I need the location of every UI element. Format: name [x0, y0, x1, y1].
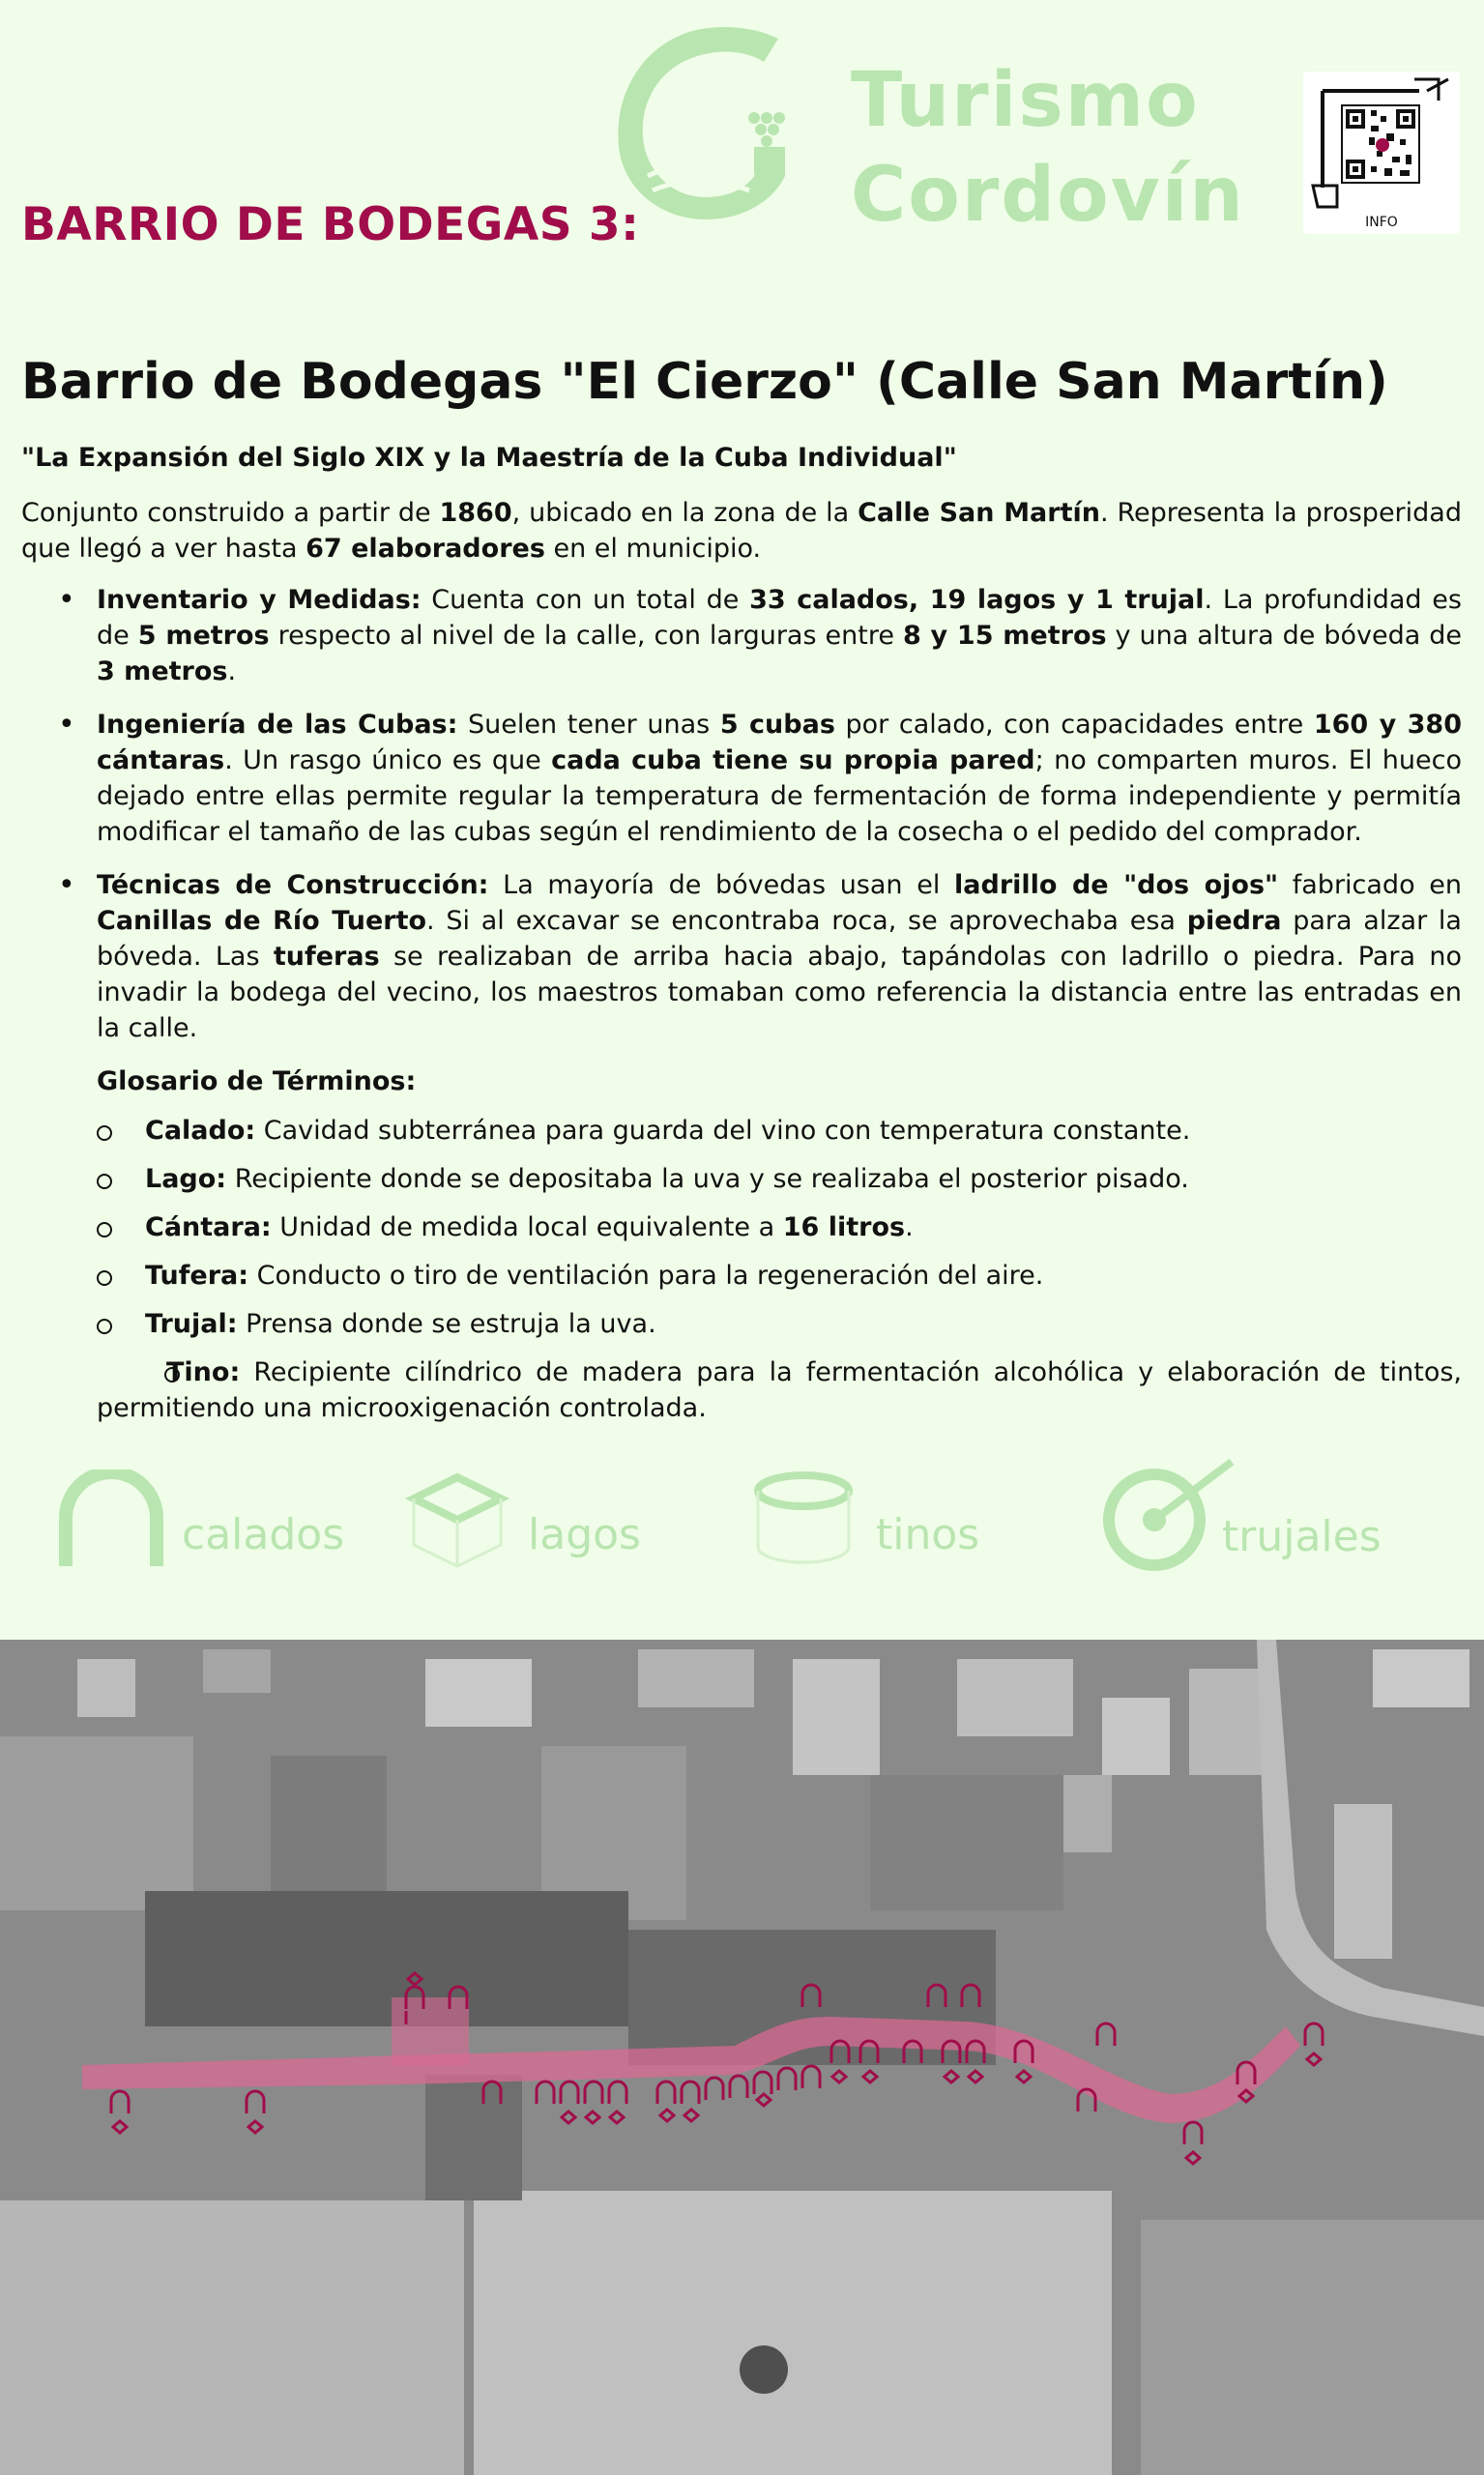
turismo-cordovin-logo-icon [609, 21, 793, 224]
glossary-item-trujal: Trujal: Prensa donde se estruja la uva. [21, 1306, 1462, 1342]
legend-trujales: trujales [1222, 1512, 1382, 1561]
subtitle: "La Expansión del Siglo XIX y la Maestría de la Cuba Individual" [21, 443, 957, 473]
glossary-list [21, 1113, 1462, 1426]
main-title: Barrio de Bodegas "El Cierzo" (Calle San Martín) [21, 353, 1388, 411]
page-heading: BARRIO DE BODEGAS 3: [21, 198, 640, 251]
glossary-item-calado: Calado: Cavidad subterránea para guarda del vino con temperatura constante. [21, 1113, 1462, 1149]
list-item-inventario: • Inventario y Medidas: Cuenta con un total de 33 calados, 19 lagos y 1 trujal. La profundidad es de 5 metros respecto al nivel de la calle, con larguras entre 8 y 15 metros y una altura de bóveda de 3 metros. [97, 582, 1462, 689]
lago-box-icon [404, 1470, 510, 1571]
legend-row [0, 1450, 1484, 1586]
glossary-item-cantara: Cántara: Unidad de medida local equivalente a 16 litros. [21, 1209, 1462, 1245]
brand-line-2: Cordovín [851, 152, 1245, 239]
brand-name [851, 53, 1245, 243]
legend-lagos: lagos [528, 1510, 641, 1559]
glossary-item-lago: Lago: Recipiente donde se depositaba la uva y se realizaba el posterior pisado. [21, 1161, 1462, 1197]
glossary-item-tino: Tino: Recipiente cilíndrico de madera para la fermentación alcohólica y elaboración de tintos, permitiendo una microoxigenación controlada. [97, 1357, 1462, 1423]
list-item-ingenieria: • Ingeniería de las Cubas: Suelen tener unas 5 cubas por calado, con capacidades entre 160 y 380 cántaras. Un rasgo único es que cada cuba tiene su propia pared; no comparten muros. El hueco dejado entre ellas permite regular la temperatura de fermentación de forma independiente y permitía modificar el tamaño de las cubas según el rendimiento de la cosecha o el pedido del comprador. [97, 707, 1462, 850]
legend-tinos: tinos [876, 1510, 980, 1559]
legend-calados: calados [182, 1510, 345, 1559]
calado-arch-icon [58, 1470, 164, 1571]
content-body [21, 495, 1462, 1443]
main-bullet-list [21, 582, 1462, 1426]
intro-paragraph: Conjunto construido a partir de 1860, ubicado en la zona de la Calle San Martín. Representa la prosperidad que llegó a ver hasta 67 elaboradores en el municipio. [21, 498, 1462, 564]
qr-code-icon [1303, 72, 1460, 217]
qr-code-info[interactable] [1303, 72, 1460, 234]
list-item-glosario: • Glosario de Términos: Calado: Cavidad subterránea para guarda del vino con temperatura constante. Lago: Recipiente donde se depositaba la uva y se realizaba el posterior pisado. Cántara: Unidad de medida local equivalente a 16 litros. Tufera: Conducto o tiro de ventilación para la regeneración del aire. Trujal: Prensa donde se estruja la uva. Tino: Recipiente cilíndrico de madera para la fermentación alcohólica y elaboración de tintos, permitiendo una microoxigenación controlada. [21, 1063, 1462, 1426]
tino-barrel-icon [750, 1470, 857, 1571]
brand-line-1: Turismo [851, 57, 1200, 144]
qr-info-label: INFO [1365, 215, 1398, 230]
aerial-map[interactable] [0, 1640, 1484, 2475]
glossary-item-tufera: Tufera: Conducto o tiro de ventilación para la regeneración del aire. [21, 1258, 1462, 1294]
aerial-map-image [0, 1640, 1484, 2475]
list-item-tecnicas: • Técnicas de Construcción: La mayoría de bóvedas usan el ladrillo de "dos ojos" fabricado en Canillas de Río Tuerto. Si al excavar se encontraba roca, se aprovechaba esa piedra para alzar la bóveda. Las tuferas se realizaban de arriba hacia abajo, tapándolas con ladrillo o piedra. Para no invadir la bodega del vecino, los maestros tomaban como referencia la distancia entre las entradas en la calle. [97, 867, 1462, 1046]
